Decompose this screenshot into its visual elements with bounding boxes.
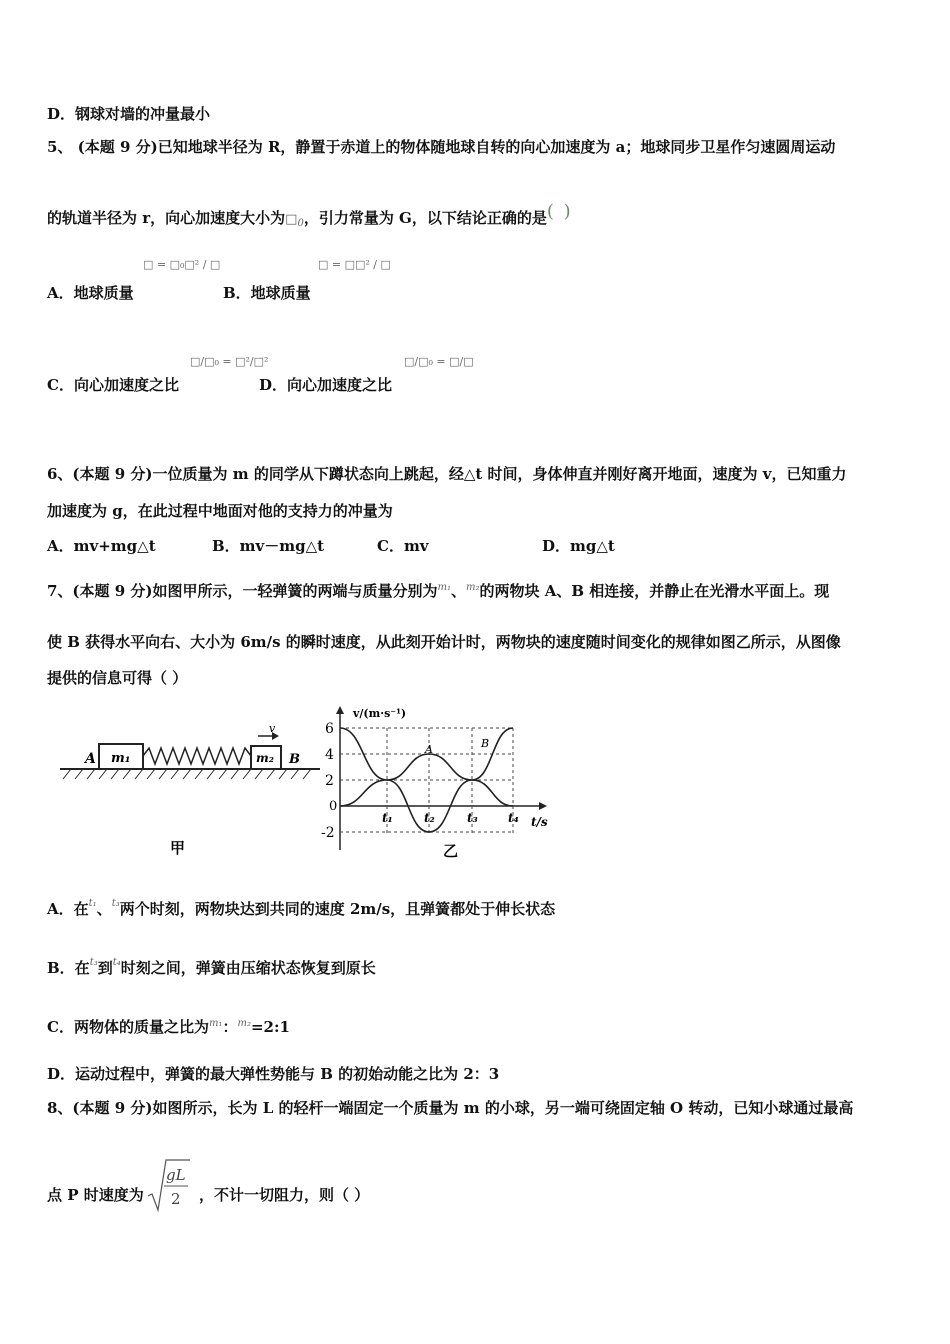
ground-hatch bbox=[63, 769, 311, 779]
block-a-mass: m₁ bbox=[111, 751, 131, 766]
y-tick-label-2: 2 bbox=[325, 773, 334, 789]
spring bbox=[143, 748, 251, 764]
q8-line2-head: 点 P 时速度为 bbox=[47, 1186, 144, 1204]
q6-option-d: D．mg△t bbox=[542, 537, 615, 555]
series-a-label: A bbox=[425, 743, 433, 756]
q7-sep: 、 bbox=[451, 582, 467, 600]
x-axis-label: t/s bbox=[531, 815, 548, 829]
q5-line2-tail: ，引力常量为 G，以下结论正确的是 bbox=[303, 209, 547, 227]
velocity-label: v bbox=[269, 722, 276, 735]
q7-option-b-tail: 时刻之间，弹簧由压缩状态恢复到原长 bbox=[120, 959, 376, 977]
q7-option-a-t1: t₁ bbox=[88, 898, 97, 909]
y-tick-label-0: 0 bbox=[329, 799, 338, 814]
q5-option-a-label: A．地球质量 bbox=[47, 284, 134, 302]
q5-line2 bbox=[47, 201, 573, 229]
y-tick-label-6: 6 bbox=[325, 721, 334, 737]
q6-line2: 加速度为 g，在此过程中地面对他的支持力的冲量为 bbox=[47, 502, 393, 520]
figure-left-caption: 甲 bbox=[170, 839, 186, 857]
q7-option-b-mid: 到 bbox=[97, 959, 113, 977]
q7-option-b-head: B．在 bbox=[47, 959, 90, 977]
q7-line1-tail: 的两物块 A、B 相连接，并静止在光滑水平面上。现 bbox=[479, 582, 830, 600]
q7-line1 bbox=[47, 580, 829, 601]
q7-option-c-tail: =2:1 bbox=[250, 1018, 290, 1036]
q5-option-b-label: B．地球质量 bbox=[223, 284, 311, 302]
block-b-mass: m₂ bbox=[256, 751, 274, 765]
q5-line2-text: 的轨道半径为 r，向心加速度大小为 bbox=[47, 209, 286, 227]
y-axis-arrow bbox=[336, 706, 344, 714]
q6-option-b: B．mv－mg△t bbox=[212, 537, 325, 555]
q7-option-a-tail: 两个时刻，两物块达到共同的速度 2m/s，且弹簧都处于伸长状态 bbox=[119, 900, 556, 918]
q7-option-a-sep: 、 bbox=[96, 900, 112, 918]
q5-line2-sym: □ bbox=[285, 212, 298, 227]
q7-line1-head: 7、(本题 9 分)如图甲所示，一轻弹簧的两端与质量分别为 bbox=[47, 582, 438, 600]
q5-option-c-formula: □/□₀ = □²/□² bbox=[190, 355, 269, 368]
q7-option-c-m1: m₁ bbox=[208, 1018, 223, 1029]
q5-option-d-label: D．向心加速度之比 bbox=[259, 376, 393, 394]
q7-option-a-head: A．在 bbox=[47, 900, 89, 918]
x-tick-label-t3: t₃ bbox=[467, 811, 478, 825]
block-a-label: A bbox=[85, 751, 96, 767]
q6-line1: 6、(本题 9 分)一位质量为 m 的同学从下蹲状态向上跳起，经△t 时间，身体伸直并刚好离开地面，速度为 v，已知重力 bbox=[47, 465, 847, 483]
q8-line2 bbox=[47, 1184, 144, 1205]
y-axis-label: v/(m·s⁻¹) bbox=[353, 707, 407, 720]
figure-right-caption: 乙 bbox=[443, 842, 459, 860]
q7-option-c-colon: ： bbox=[222, 1018, 238, 1036]
block-b-label: B bbox=[289, 752, 300, 767]
q7-option-d: D．运动过程中，弹簧的最大弹性势能与 B 的初始动能之比为 2：3 bbox=[47, 1065, 500, 1083]
q6-option-c: C．mv bbox=[377, 537, 429, 555]
q4-option-d: D．钢球对墙的冲量最小 bbox=[47, 105, 211, 123]
q7-line3: 提供的信息可得（ ） bbox=[47, 669, 188, 687]
series-b-label: B bbox=[481, 737, 490, 750]
q7-option-b bbox=[47, 957, 376, 978]
x-tick-label-t2: t₂ bbox=[424, 811, 435, 825]
x-tick-label-t1: t₁ bbox=[382, 811, 393, 825]
q5-option-d-formula: □/□₀ = □/□ bbox=[404, 355, 474, 368]
x-axis-arrow bbox=[539, 802, 547, 810]
sqrt-denominator: 2 bbox=[171, 1190, 181, 1208]
q7-option-c-m2: m₂ bbox=[237, 1018, 251, 1029]
x-tick-label-t4: t₄ bbox=[508, 811, 519, 825]
y-tick-label--2: -2 bbox=[321, 825, 335, 841]
q5-line1: 5、 (本题 9 分)已知地球半径为 R，静置于赤道上的物体随地球自转的向心加速度为 a；地球同步卫星作匀速圆周运动 bbox=[47, 138, 836, 156]
sqrt-numerator: gL bbox=[166, 1166, 186, 1184]
vt-graph bbox=[315, 700, 565, 870]
q7-option-b-t3: t₃ bbox=[89, 957, 98, 968]
q5-line2-sub: 0 bbox=[297, 218, 304, 229]
q5-option-b-formula: □ = □□² / □ bbox=[318, 258, 391, 271]
sqrt-formula bbox=[146, 1158, 192, 1214]
q7-line2: 使 B 获得水平向右、大小为 6m/s 的瞬时速度，从此刻开始计时，两物块的速度随时间变化的规律如图乙所示，从图像 bbox=[47, 633, 841, 651]
q5-answer-paren: ( ) bbox=[546, 201, 573, 222]
q8-line1: 8、(本题 9 分)如图所示，长为 L 的轻杆一端固定一个质量为 m 的小球，另一端可绕固定轴 O 转动，已知小球通过最高 bbox=[47, 1099, 854, 1117]
q7-option-b-t4: t₄ bbox=[112, 957, 121, 968]
q7-option-c-head: C．两物体的质量之比为 bbox=[47, 1018, 209, 1036]
q7-m2: m₂ bbox=[466, 582, 480, 593]
q7-option-a bbox=[47, 898, 555, 919]
q7-option-c bbox=[47, 1016, 290, 1037]
q8-line2-tail: ，不计一切阻力，则（ ） bbox=[199, 1186, 370, 1204]
figure-spring-blocks bbox=[55, 720, 325, 860]
q7-m1: m₁ bbox=[437, 582, 452, 593]
q6-option-a: A．mv+mg△t bbox=[47, 537, 156, 555]
y-tick-label-4: 4 bbox=[325, 747, 334, 763]
q7-option-a-t3: t₃ bbox=[111, 898, 120, 909]
q5-option-c-label: C．向心加速度之比 bbox=[47, 376, 179, 394]
q5-option-a-formula: □ = □₀□² / □ bbox=[143, 258, 221, 271]
